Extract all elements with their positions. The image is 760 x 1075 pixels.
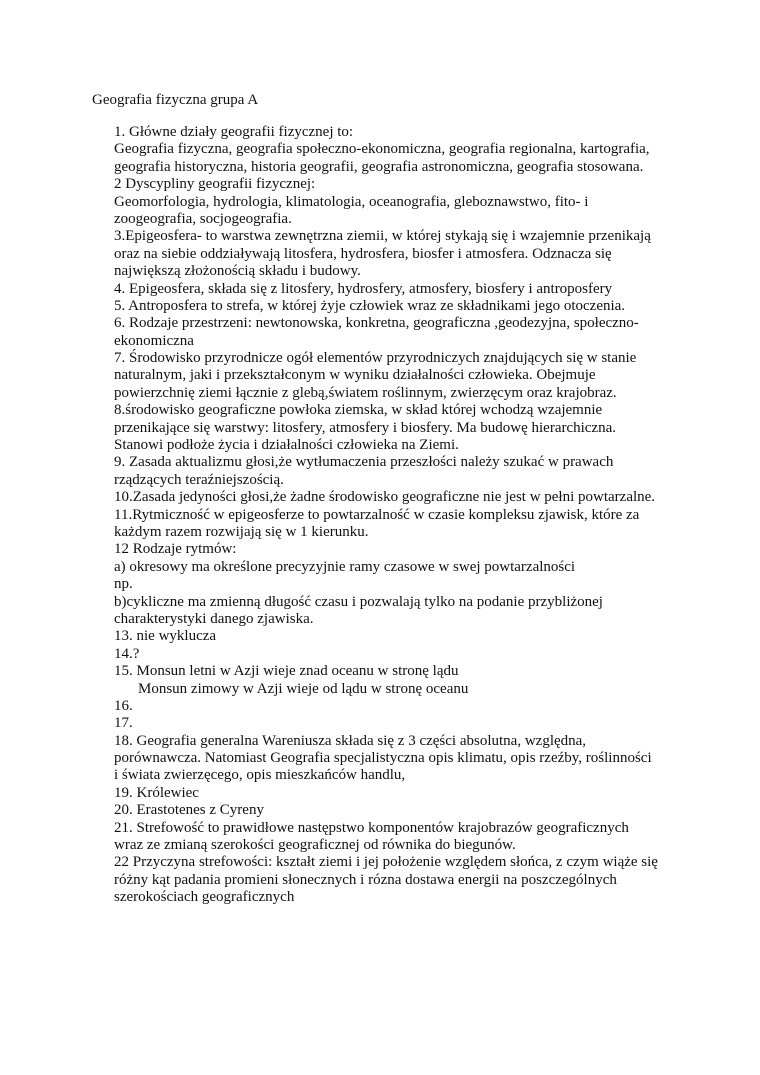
text-line: rządzących teraźniejszością. — [114, 471, 284, 488]
text-line: 20. Erastotenes z Cyreny — [114, 802, 264, 819]
text-line: 12 Rodzaje rytmów: — [114, 541, 237, 558]
text-line: i świata zwierzęcego, opis mieszkańców handlu, — [114, 767, 406, 784]
text-line: naturalnym, jaki i przekształconym w wyniku działalności człowieka. Obejmuje — [114, 367, 596, 384]
text-line: wraz ze zmianą szerokości geograficznej od równika do biegunów. — [114, 837, 516, 854]
text-line: geografia historyczna, historia geografii, geografia astronomiczna, geografia stosowana. — [114, 158, 644, 175]
text-line: 3.Epigeosfera- to warstwa zewnętrzna ziemii, w której stykają się i wzajemnie przenikają — [114, 228, 651, 245]
text-line: 1. Główne działy geografii fizycznej to: — [114, 124, 354, 140]
document-title: Geografia fizyczna grupa A — [92, 92, 259, 108]
text-line: Stanowi podłoże życia i działalności człowieka na Ziemi. — [114, 437, 459, 454]
text-line: różny kąt padania promieni słonecznych i rózna dostawa energii na poszczególnych — [114, 871, 617, 888]
text-line: 19. Królewiec — [114, 784, 199, 801]
text-line: np. — [114, 576, 133, 593]
text-line: 16. — [114, 697, 133, 714]
text-line: powierzchnię ziemi łącznie z glebą,światem roślinnym, zwierzęcym oraz krajobraz. — [114, 384, 617, 401]
text-line: porównawcza. Natomiast Geografia specjalistyczna opis klimatu, opis rzeźby, roślinności — [114, 750, 652, 767]
text-line: szerokościach geograficznych — [114, 889, 295, 906]
text-line: 2 Dyscypliny geografii fizycznej: — [114, 176, 316, 193]
text-line: 22 Przyczyna strefowości: kształt ziemi i jej położenie względem słońca, z czym wiąże się — [114, 854, 658, 871]
text-line: 11.Rytmiczność w epigeosferze to powtarzalność w czasie kompleksu zjawisk, które za — [114, 506, 640, 523]
text-line: 14.? — [114, 645, 140, 662]
text-line: ekonomiczna — [114, 332, 194, 349]
text-line: Monsun zimowy w Azji wieje od lądu w stronę oceanu — [138, 680, 469, 697]
text-line: 6. Rodzaje przestrzeni: newtonowska, konkretna, geograficzna ,geodezyjna, społeczno- — [114, 315, 639, 332]
text-line: 17. — [114, 715, 133, 732]
text-line: 18. Geografia generalna Wareniusza składa się z 3 części absolutna, względna, — [114, 732, 587, 749]
text-line: 15. Monsun letni w Azji wieje znad oceanu w stronę lądu — [114, 663, 459, 680]
text-line: b)cykliczne ma zmienną długość czasu i pozwalają tylko na podanie przybliżonej — [114, 593, 603, 610]
text-line: 8.środowisko geograficzne powłoka ziemska, w skład której wchodzą wzajemnie — [114, 402, 603, 419]
text-line: 13. nie wyklucza — [114, 628, 217, 645]
text-line: 7. Środowisko przyrodnicze ogół elementów przyrodniczych znajdujących się w stanie — [114, 350, 637, 367]
text-line: 10.Zasada jedyności głosi,że żadne środowisko geograficzne nie jest w pełni powtarzalne. — [114, 489, 656, 506]
text-line: zoogeografia, socjogeografia. — [114, 210, 292, 227]
text-line: 4. Epigeosfera, składa się z litosfery, hydrosfery, atmosfery, biosfery i antroposfery — [114, 280, 613, 297]
text-line: największą złożonością składu i budowy. — [114, 263, 361, 280]
text-line: 9. Zasada aktualizmu głosi,że wytłumaczenia przeszłości należy szukać w prawach — [114, 454, 614, 471]
text-line: 5. Antroposfera to strefa, w której żyje człowiek wraz ze składnikami jego otoczenia. — [114, 297, 626, 314]
text-line: charakterystyki danego zjawiska. — [114, 610, 314, 627]
text-line: Geomorfologia, hydrologia, klimatologia, oceanografia, gleboznawstwo, fito- i — [114, 193, 589, 210]
text-line: każdym razem rozwijają się w 1 kierunku. — [114, 523, 369, 540]
text-line: 21. Strefowość to prawidłowe następstwo komponentów krajobrazów geograficznych — [114, 819, 629, 836]
text-line: oraz na siebie oddziaływają litosfera, hydrosfera, biosfer i atmosfera. Odznacza się — [114, 245, 612, 262]
text-line: a) okresowy ma określone precyzyjnie ramy czasowe w swej powtarzalności — [114, 558, 576, 575]
document-body — [114, 124, 674, 907]
text-line: przenikające się warstwy: litosfery, atmosfery i biosfery. Ma budowę hierarchiczna. — [114, 419, 617, 436]
text-line: Geografia fizyczna, geografia społeczno-ekonomiczna, geografia regionalna, kartografia, — [114, 141, 650, 158]
